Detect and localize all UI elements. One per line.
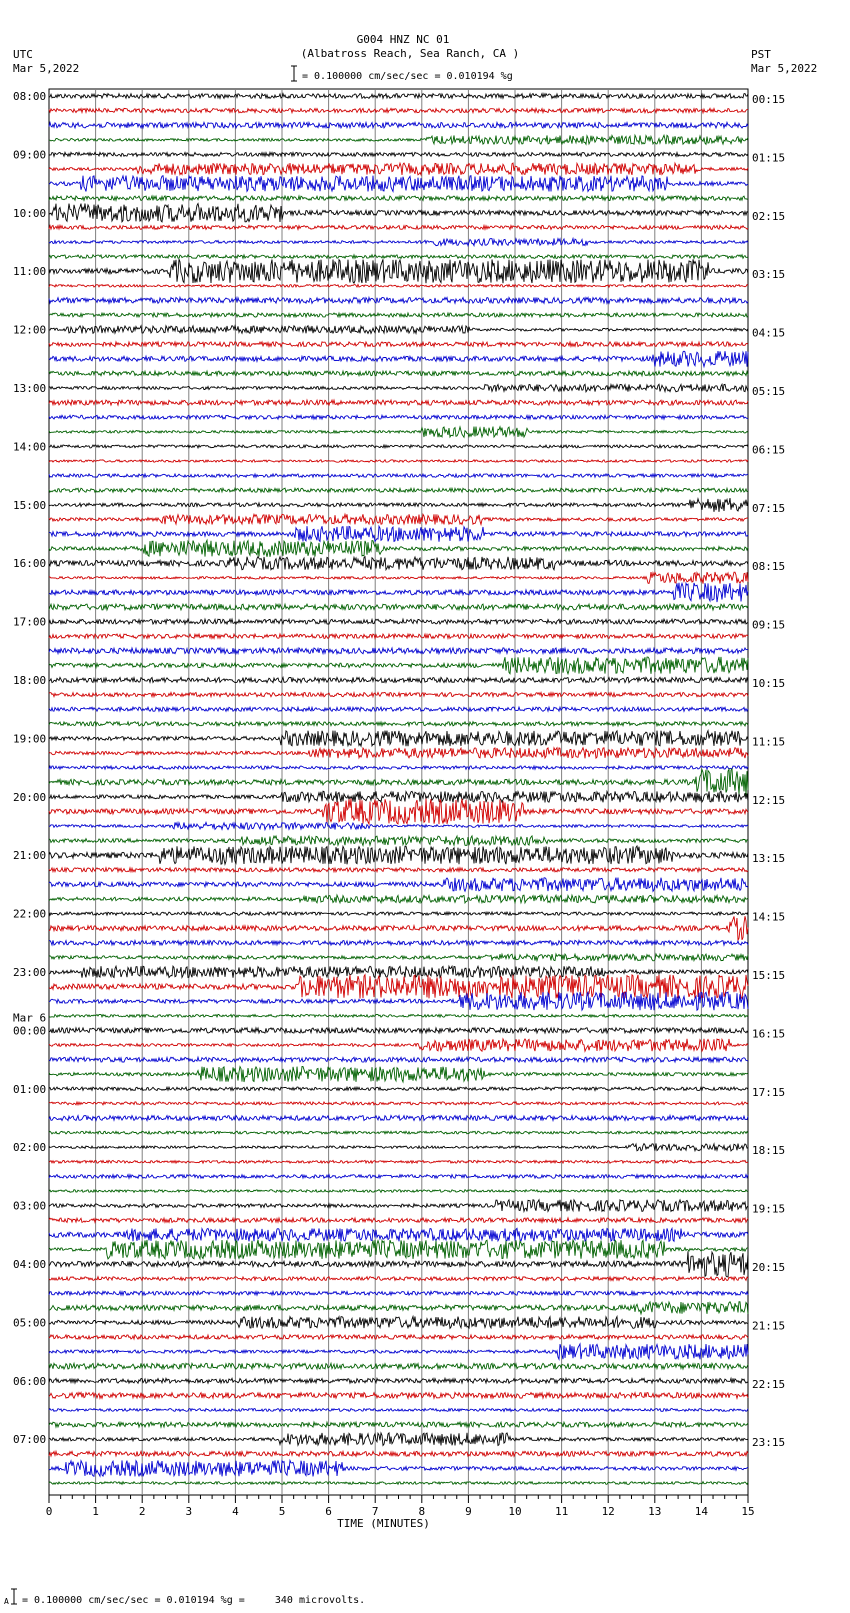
right-timezone: PST xyxy=(751,48,771,61)
footer-scale-prefix: A xyxy=(4,1597,9,1606)
x-tick-label: 15 xyxy=(741,1505,755,1518)
seismic-trace xyxy=(49,1251,748,1277)
seismic-trace xyxy=(49,514,748,524)
left-hour-label: 14:00 xyxy=(13,440,47,454)
seismic-trace xyxy=(49,526,748,542)
seismic-trace xyxy=(49,488,748,492)
seismic-trace xyxy=(49,619,748,624)
seismic-trace xyxy=(49,196,748,201)
left-hour-label: 11:00 xyxy=(13,265,47,279)
seismic-trace xyxy=(49,285,748,288)
seismic-trace xyxy=(49,1087,748,1090)
seismic-trace xyxy=(49,342,748,347)
seismic-trace xyxy=(49,648,748,654)
left-hour-label: 19:00 xyxy=(13,732,47,746)
seismic-trace xyxy=(49,1291,748,1295)
seismic-trace xyxy=(49,1433,748,1446)
right-hour-label: 03:15 xyxy=(752,268,786,282)
x-tick-label: 10 xyxy=(508,1505,522,1518)
seismic-trace xyxy=(49,1344,748,1359)
right-hour-label: 04:15 xyxy=(752,326,786,340)
seismic-trace xyxy=(49,427,748,438)
left-hour-label: 15:00 xyxy=(13,498,47,512)
seismic-trace xyxy=(49,634,748,638)
date-change-label: Mar 6 xyxy=(13,1011,47,1025)
left-hour-label: 12:00 xyxy=(13,323,47,337)
left-hour-label: 01:00 xyxy=(13,1082,47,1096)
x-axis-title: TIME (MINUTES) xyxy=(337,1517,430,1530)
right-hour-label: 12:15 xyxy=(752,793,786,807)
seismic-trace xyxy=(49,975,748,999)
right-hour-label: 23:15 xyxy=(752,1436,786,1450)
right-hour-label: 05:15 xyxy=(752,385,786,398)
seismic-trace xyxy=(49,415,748,419)
seismic-trace xyxy=(49,1409,748,1412)
x-tick-label: 9 xyxy=(465,1505,472,1518)
seismic-trace xyxy=(49,1039,748,1051)
seismic-trace xyxy=(49,1277,748,1281)
seismic-trace xyxy=(49,255,748,259)
left-hour-label: 02:00 xyxy=(13,1141,47,1155)
seismic-trace xyxy=(49,1102,748,1105)
seismic-trace xyxy=(49,954,748,961)
seismic-trace xyxy=(49,966,748,978)
seismic-trace xyxy=(49,1190,748,1193)
left-hour-label: 07:00 xyxy=(13,1433,47,1447)
seismic-trace xyxy=(49,1240,748,1259)
seismic-trace xyxy=(49,498,748,512)
seismic-trace xyxy=(49,1175,748,1179)
right-hour-label: 18:15 xyxy=(752,1144,786,1158)
seismic-trace xyxy=(49,152,748,156)
seismic-trace xyxy=(49,1378,748,1383)
seismic-trace xyxy=(49,1335,748,1339)
seismic-trace xyxy=(49,313,748,317)
seismic-trace xyxy=(49,1200,748,1212)
x-tick-label: 2 xyxy=(138,1505,146,1518)
seismic-trace xyxy=(49,940,748,945)
seismic-trace xyxy=(49,878,748,892)
right-date: Mar 5,2022 xyxy=(751,62,818,75)
right-hour-label: 11:15 xyxy=(752,735,786,749)
seismic-trace xyxy=(49,748,748,759)
x-tick-label: 3 xyxy=(185,1505,193,1518)
left-hour-label: 13:00 xyxy=(13,382,47,395)
left-hour-label: 08:00 xyxy=(13,90,47,103)
seismic-trace xyxy=(49,791,748,802)
seismic-trace xyxy=(49,583,748,602)
seismic-trace xyxy=(49,1057,748,1062)
seismic-trace xyxy=(49,572,748,584)
x-tick-label: 8 xyxy=(418,1505,426,1518)
seismic-trace xyxy=(49,1131,748,1134)
seismic-trace xyxy=(49,135,748,144)
seismic-trace xyxy=(49,836,748,846)
right-hour-label: 10:15 xyxy=(752,677,786,690)
right-hour-label: 06:15 xyxy=(752,443,786,457)
seismic-trace xyxy=(49,298,748,304)
seismic-trace xyxy=(49,1144,748,1151)
x-tick-label: 5 xyxy=(278,1505,286,1518)
seismic-trace xyxy=(49,371,748,376)
x-tick-label: 13 xyxy=(648,1505,662,1518)
right-hour-label: 02:15 xyxy=(752,209,786,223)
seismic-trace xyxy=(49,916,748,940)
seismic-trace xyxy=(49,108,748,112)
right-hour-label: 20:15 xyxy=(752,1261,786,1274)
x-tick-label: 14 xyxy=(694,1505,709,1518)
right-hour-label: 15:15 xyxy=(752,969,786,982)
right-hour-label: 19:15 xyxy=(752,1202,786,1216)
right-hour-label: 07:15 xyxy=(752,501,786,515)
seismic-trace xyxy=(49,799,748,824)
left-hour-label: 04:00 xyxy=(13,1258,47,1271)
seismic-trace xyxy=(49,1302,748,1314)
left-hour-label: 00:00 xyxy=(13,1024,47,1038)
right-hour-label: 13:15 xyxy=(752,852,786,866)
station-location: (Albatross Reach, Sea Ranch, CA ) xyxy=(300,47,520,60)
seismic-trace xyxy=(49,259,748,283)
seismic-trace xyxy=(49,1482,748,1485)
right-hour-label: 21:15 xyxy=(752,1319,786,1333)
left-hour-label: 09:00 xyxy=(13,148,47,162)
right-hour-label: 16:15 xyxy=(752,1027,786,1041)
seismic-trace xyxy=(49,238,748,245)
right-hour-label: 14:15 xyxy=(752,910,786,924)
left-hour-label: 05:00 xyxy=(13,1316,47,1330)
x-tick-label: 1 xyxy=(92,1505,99,1518)
left-hour-label: 03:00 xyxy=(13,1199,47,1213)
x-tick-label: 6 xyxy=(325,1505,332,1518)
seismic-trace xyxy=(49,1014,748,1017)
seismic-trace xyxy=(49,163,748,175)
seismic-trace xyxy=(49,693,748,697)
left-date: Mar 5,2022 xyxy=(13,62,80,75)
seismic-trace xyxy=(49,912,748,915)
right-hour-label: 22:15 xyxy=(752,1377,786,1391)
station-title: G004 HNZ NC 01 xyxy=(356,33,450,46)
seismic-trace xyxy=(49,1116,748,1121)
seismic-trace xyxy=(49,769,748,796)
seismic-trace xyxy=(49,540,748,557)
left-hour-label: 06:00 xyxy=(13,1374,47,1388)
seismic-trace xyxy=(49,1028,748,1033)
x-tick-label: 11 xyxy=(554,1505,569,1518)
seismic-trace xyxy=(49,445,748,448)
seismic-trace xyxy=(49,846,748,864)
x-tick-label: 0 xyxy=(45,1505,53,1518)
right-hour-label: 00:15 xyxy=(752,93,786,106)
left-hour-label: 18:00 xyxy=(13,674,47,687)
x-tick-label: 4 xyxy=(232,1505,239,1518)
seismic-trace xyxy=(49,474,748,477)
seismic-trace xyxy=(49,384,748,392)
seismic-trace xyxy=(49,868,748,872)
seismic-trace xyxy=(49,731,748,747)
seismic-trace xyxy=(49,557,748,570)
seismic-trace xyxy=(49,176,748,192)
seismic-trace xyxy=(49,460,748,462)
seismic-trace xyxy=(49,1460,748,1476)
seismic-trace xyxy=(49,351,748,367)
seismic-trace xyxy=(49,1067,748,1083)
right-hour-label: 17:15 xyxy=(752,1085,786,1099)
seismic-trace xyxy=(49,204,748,223)
footer-scale-bar-icon xyxy=(10,1588,18,1606)
x-tick-label: 7 xyxy=(371,1505,379,1518)
left-hour-label: 17:00 xyxy=(13,615,47,629)
left-hour-label: 22:00 xyxy=(13,907,47,921)
seismic-trace xyxy=(49,122,748,128)
seismic-trace xyxy=(49,400,748,405)
seismic-trace xyxy=(49,895,748,903)
seismic-trace xyxy=(49,326,748,334)
left-hour-label: 10:00 xyxy=(13,206,47,220)
left-timezone: UTC xyxy=(13,48,33,61)
seismic-trace xyxy=(49,1451,748,1456)
seismic-trace xyxy=(49,822,748,829)
seismic-trace xyxy=(49,657,748,674)
right-hour-label: 09:15 xyxy=(752,618,786,632)
right-hour-label: 08:15 xyxy=(752,560,786,574)
seismic-trace xyxy=(49,1160,748,1163)
seismic-trace xyxy=(49,225,748,229)
seismic-trace xyxy=(49,1363,748,1369)
right-hour-label: 01:15 xyxy=(752,151,786,165)
left-hour-label: 20:00 xyxy=(13,790,47,804)
x-tick-label: 12 xyxy=(601,1505,615,1518)
seismic-trace xyxy=(49,722,748,726)
seismic-trace xyxy=(49,94,748,99)
scale-text: = 0.100000 cm/sec/sec = 0.010194 %g xyxy=(302,71,513,82)
left-hour-label: 23:00 xyxy=(13,966,47,979)
seismic-trace xyxy=(49,604,748,610)
seismic-trace xyxy=(49,1218,748,1223)
left-hour-label: 21:00 xyxy=(13,849,47,863)
seismic-trace xyxy=(49,1393,748,1399)
seismic-trace xyxy=(49,1422,748,1427)
footer-scale-text: = 0.100000 cm/sec/sec = 0.010194 %g = 340 microvolts. xyxy=(22,1595,366,1606)
seismic-trace xyxy=(49,1317,748,1329)
seismic-trace xyxy=(49,707,748,711)
seismic-trace xyxy=(49,766,748,769)
seismic-trace xyxy=(49,677,748,682)
left-hour-label: 16:00 xyxy=(13,557,47,571)
